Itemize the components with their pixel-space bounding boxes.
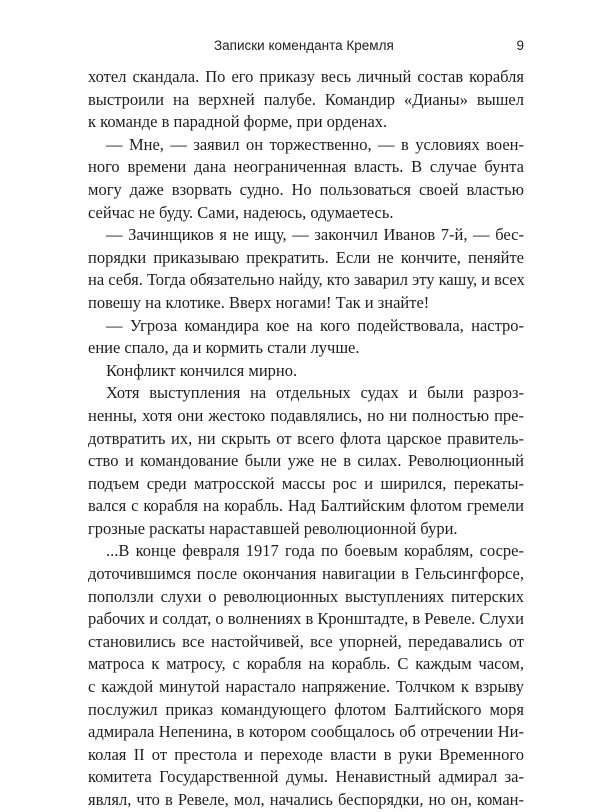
paragraph	[88, 315, 524, 360]
text-line: — Угроза командира кое на кого подействовала, настро-	[106, 315, 524, 335]
text-line: сейчас не буду. Сами, надеюсь, одумаетесь.	[88, 202, 394, 222]
text-line: вался с корабля на корабль. Над Балтийским флотом гремели	[88, 496, 524, 516]
text-line: к команде в парадной форме, при орденах.	[88, 112, 388, 132]
body-text	[88, 66, 524, 812]
paragraph	[88, 382, 524, 540]
text-line: ненны, хотя они жестоко подавлялись, но ни полностью пре-	[88, 405, 524, 425]
text-line: колая II от престола и переходе власти в руки Временного	[88, 744, 524, 764]
text-line: — Мне, — заявил он торжественно, — в условиях воен-	[106, 134, 524, 154]
text-line: порядки приказываю прекратить. Если не кончите, пеняйте	[88, 247, 524, 267]
text-line: — Зачинщиков я не ищу, — закончил Иванов 7-й, — бес-	[106, 225, 524, 245]
text-line: подъем среди матросской массы рос и ширился, перекаты-	[88, 473, 524, 493]
text-line: Хотя выступления на отдельных судах и были разроз-	[106, 383, 524, 403]
text-line: ство и командование были уже не в силах. Революционный	[88, 451, 524, 471]
text-line: хотел скандала. По его приказу весь личный состав корабля	[88, 67, 524, 86]
text-line: становились все настойчивей, все упорней, передавались от	[88, 631, 524, 651]
text-line: поползли слухи о революционных выступлениях питерских	[88, 586, 524, 606]
text-line: комитета Государственной думы. Ненавистный адмирал за-	[88, 767, 524, 787]
text-line: на себя. Тогда обязательно найду, кто заварил эту кашу, и всех	[88, 270, 525, 290]
running-title: Записки коменданта Кремля	[214, 38, 394, 53]
text-line: матроса к матросу, с корабля на корабль. С каждым часом,	[88, 654, 524, 674]
text-line: повешу на клотике. Вверх ногами! Так и знайте!	[88, 292, 430, 312]
text-line: доточившимся после окончания навигации в Гельсингфорсе,	[88, 564, 524, 584]
text-line: являл, что в Ревеле, мол, начались беспорядки, но он, коман-	[88, 790, 524, 809]
text-line: ного времени дана неограниченная власть. В случае бунта	[88, 157, 524, 177]
text-line: дотвратить их, ни скрыть от всего флота царское правитель-	[88, 428, 524, 448]
text-line: адмирала Непенина, в котором сообщалось об отречении Ни-	[88, 722, 524, 742]
paragraph	[88, 134, 524, 224]
text-line: с каждой минутой нарастало напряжение. Толчком к взрыву	[88, 677, 524, 697]
paragraph	[88, 360, 524, 383]
text-line: выстроили на верхней палубе. Командир «Дианы» вышел	[88, 89, 524, 109]
paragraph	[88, 540, 524, 811]
text-line: ...В конце февраля 1917 года по боевым кораблям, сосре-	[106, 541, 524, 561]
text-line: грозные раскаты нараставшей революционной бури.	[88, 518, 458, 538]
text-line: рабочих и солдат, о волнениях в Кронштадте, в Ревеле. Слухи	[88, 609, 524, 629]
page-number: 9	[516, 38, 524, 53]
running-header	[88, 38, 524, 58]
text-line: могу даже взорвать судно. Но пользоваться своей властью	[88, 179, 524, 199]
text-line: Конфликт кончился мирно.	[106, 360, 298, 380]
paragraph	[88, 66, 524, 134]
text-line: ение спало, да и кормить стали лучше.	[88, 338, 360, 358]
text-line: послужил приказ командующего флотом Балтийского моря	[88, 699, 524, 719]
paragraph	[88, 224, 524, 314]
